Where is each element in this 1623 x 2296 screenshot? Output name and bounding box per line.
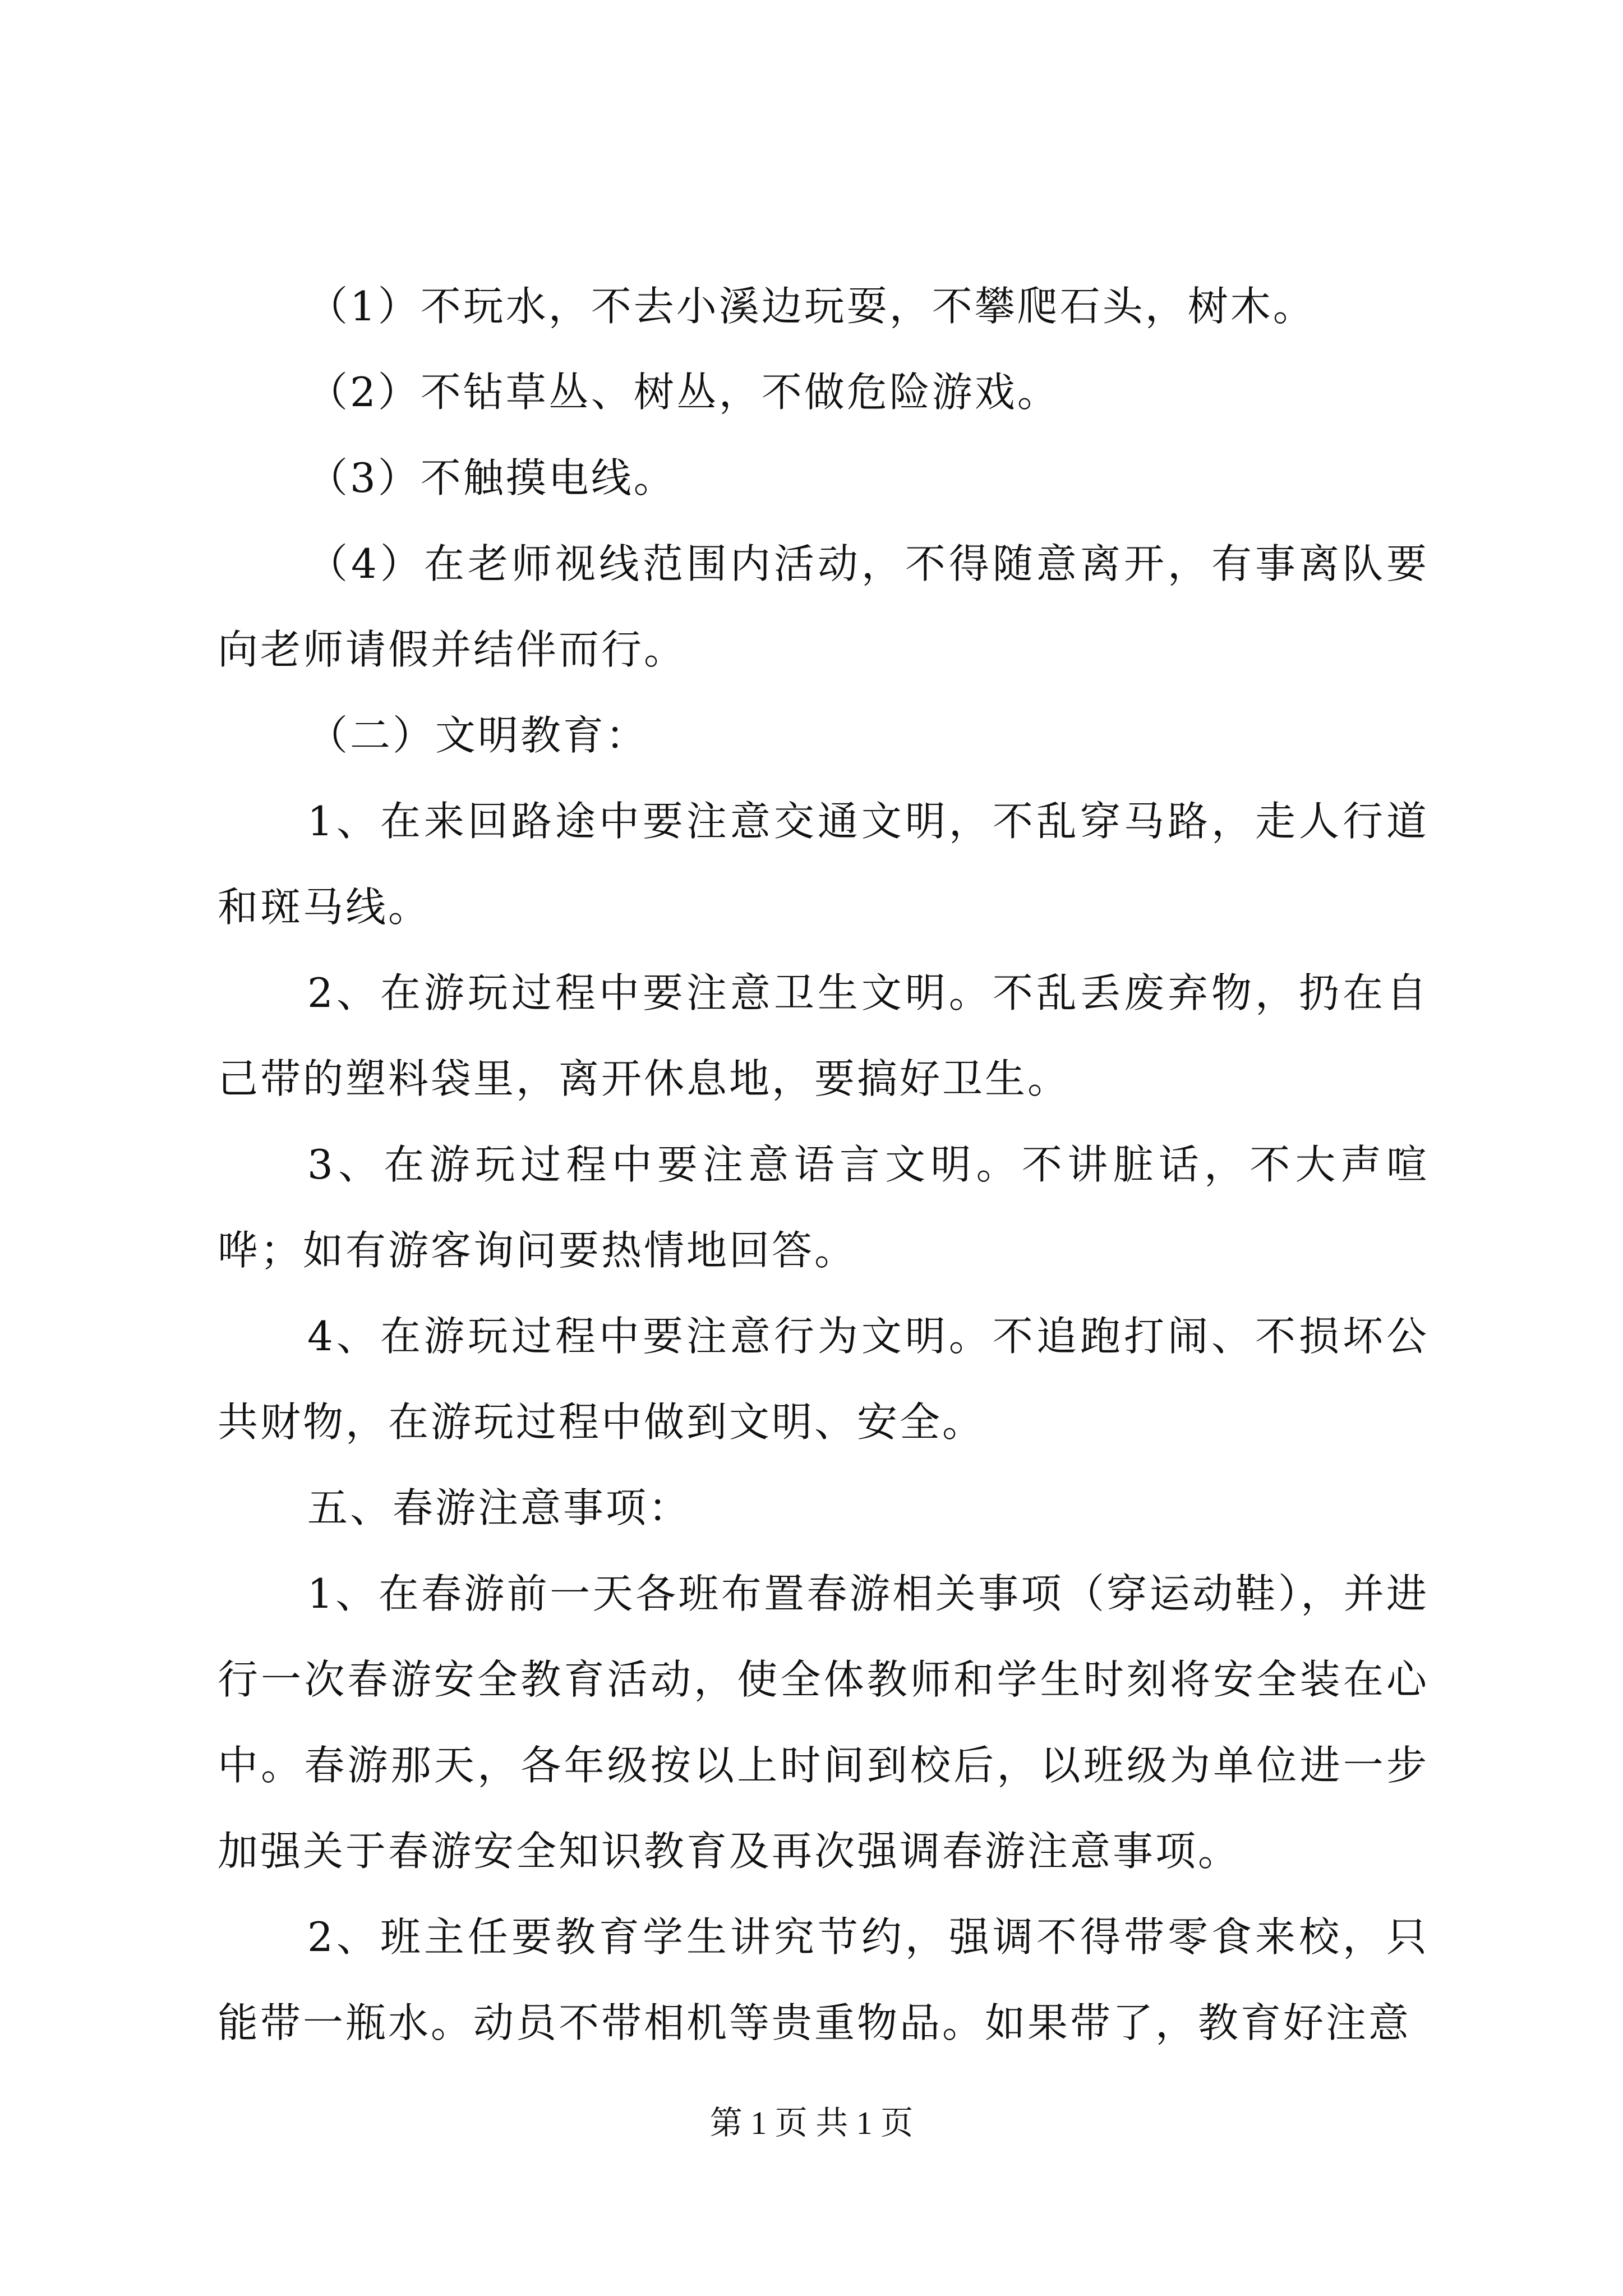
page-footer: 第 1 页 共 1 页 (709, 2105, 914, 2141)
paragraph-safety-item-2: （2）不钻草丛、树丛，不做危险游戏。 (307, 369, 1060, 416)
section-heading-civility: （二）文明教育： (307, 712, 649, 759)
paragraph-safety-item-3: （3）不触摸电线。 (307, 454, 676, 501)
paragraph-safety-item-1: （1）不玩水，不去小溪边玩耍，不攀爬石头，树木。 (307, 283, 1316, 330)
paragraph-notes-item-2: 2、班主任要教育学生讲究节约，强调不得带零食来校，只能带一瓶水。动员不带相机等贵重物品。如果带了，教育好注意 (218, 1913, 1429, 2046)
section-heading-notes: 五、春游注意事项： (307, 1484, 691, 1531)
document-body (218, 264, 1429, 2066)
paragraph-notes-item-1: 1、在春游前一天各班布置春游相关事项（穿运动鞋），并进行一次春游安全教育活动，使全体教师和学生时刻将安全装在心中。春游那天，各年级按以上时间到校后，以班级为单位进一步加强关于春游安全知识教育及再次强调春游注意事项。 (218, 1570, 1429, 1875)
paragraph-civility-item-1: 1、在来回路途中要注意交通文明，不乱穿马路，走人行道和斑马线。 (218, 798, 1429, 931)
paragraph-civility-item-4: 4、在游玩过程中要注意行为文明。不追跑打闹、不损坏公共财物，在游玩过程中做到文明、安全。 (218, 1313, 1429, 1446)
paragraph-civility-item-2: 2、在游玩过程中要注意卫生文明。不乱丢废弃物，扔在自己带的塑料袋里，离开休息地，要搞好卫生。 (218, 969, 1429, 1102)
paragraph-safety-item-4: （4）在老师视线范围内活动，不得随意离开，有事离队要向老师请假并结伴而行。 (218, 540, 1429, 673)
paragraph-civility-item-3: 3、在游玩过程中要注意语言文明。不讲脏话，不大声喧哗；如有游客询问要热情地回答。 (218, 1141, 1429, 1274)
